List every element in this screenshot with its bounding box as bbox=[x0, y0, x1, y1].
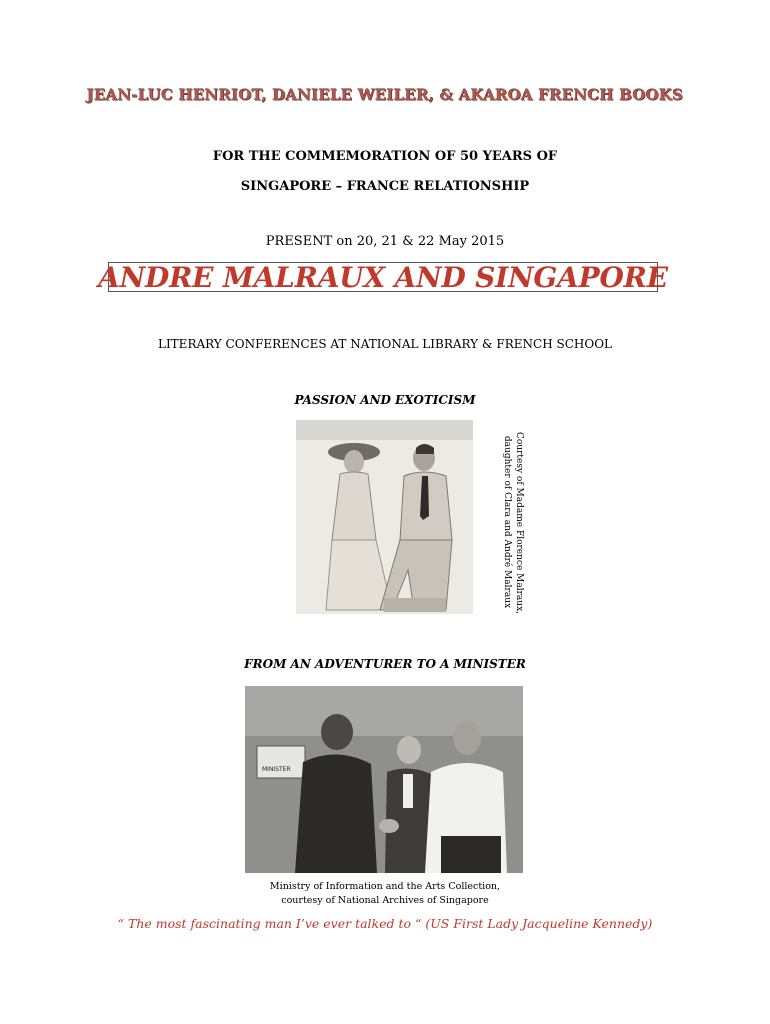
photo-credit-2 bbox=[0, 880, 770, 908]
present-dates: PRESENT on 20, 21 & 22 May 2015 bbox=[265, 234, 505, 249]
handshake-photo bbox=[245, 686, 523, 873]
photo-credit-1-line-1: Courtesy of Madame Florence Malraux, bbox=[514, 432, 524, 615]
presenters-heading: JEAN-LUC HENRIOT, DANIELE WEILER, & AKAROA FRENCH BOOKS bbox=[86, 86, 684, 104]
kennedy-quote: “ The most fascinating man I’ve ever talked to “ (US First Lady Jacqueline Kennedy) bbox=[117, 916, 653, 931]
photo-credit-2-line-1: Ministry of Information and the Arts Collection, bbox=[269, 881, 501, 892]
section-heading-adventurer: FROM AN ADVENTURER TO A MINISTER bbox=[244, 657, 526, 671]
section-heading-passion: PASSION AND EXOTICISM bbox=[294, 393, 476, 407]
photo-credit-2-line-2: courtesy of National Archives of Singapore bbox=[281, 895, 489, 906]
couple-photo bbox=[296, 420, 473, 614]
title-box bbox=[98, 260, 668, 294]
photo-credit-1-line-2: daughter of Clara and André Malraux bbox=[502, 435, 512, 609]
commemoration-line-1: FOR THE COMMEMORATION OF 50 YEARS OF bbox=[212, 149, 558, 164]
conference-subtitle: LITERARY CONFERENCES AT NATIONAL LIBRARY & FRENCH SCHOOL bbox=[157, 337, 613, 351]
photo-credit-1 bbox=[485, 432, 525, 615]
commemoration-line-2: SINGAPORE – FRANCE RELATIONSHIP bbox=[240, 179, 530, 194]
handshake-photo-illustration bbox=[245, 686, 523, 873]
minister-sign-text: MINISTER bbox=[262, 766, 291, 773]
couple-photo-illustration bbox=[296, 420, 473, 614]
page-title: ANDRE MALRAUX AND SINGAPORE bbox=[98, 260, 668, 294]
